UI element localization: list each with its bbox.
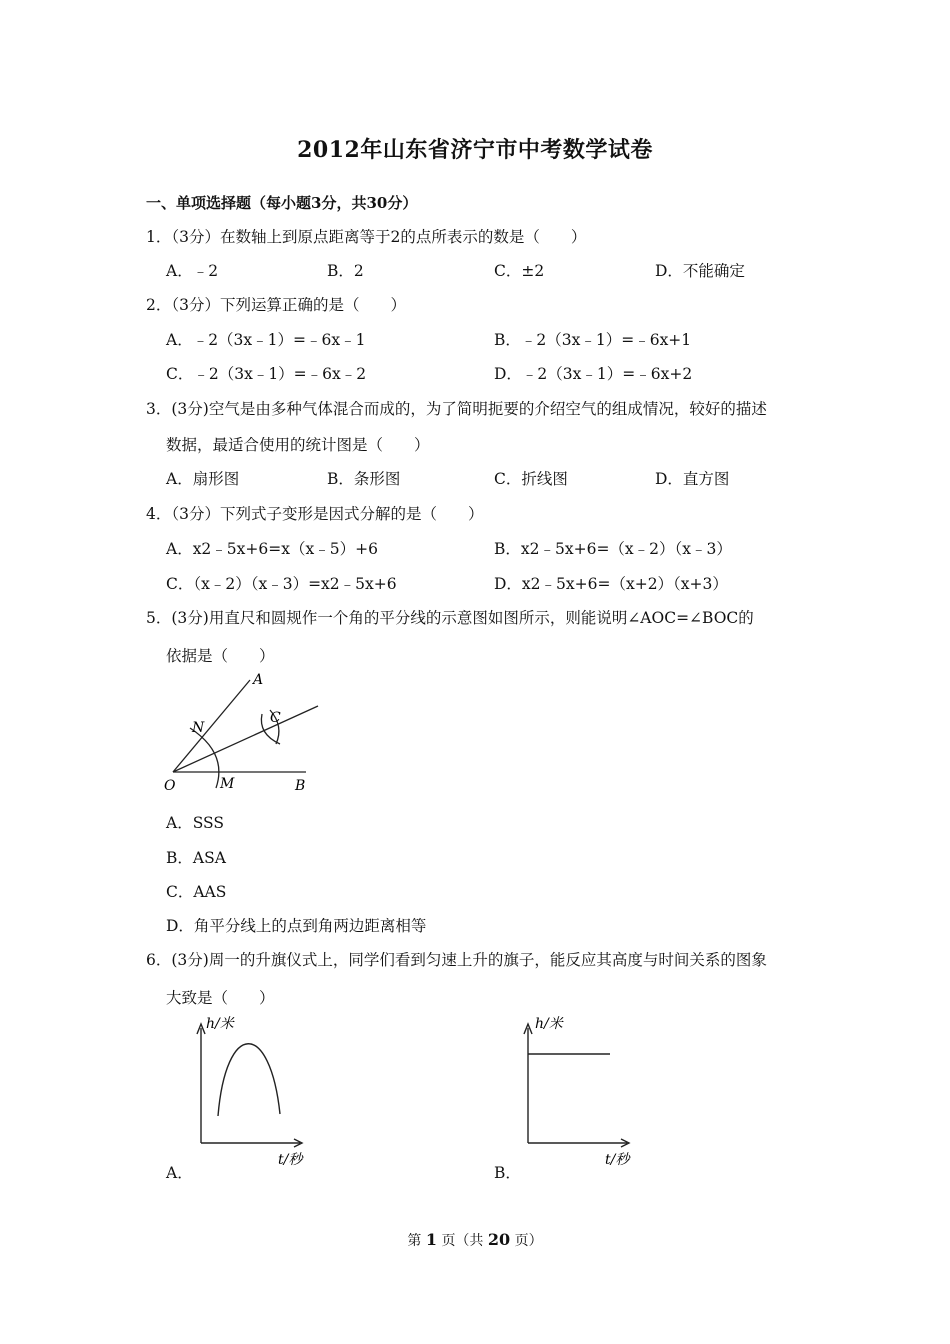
footer-suffix: 页） xyxy=(514,1233,543,1249)
question-3-stem-line2: 数据，最适合使用的统计图是（ ） xyxy=(166,436,430,454)
question-4-stem: 4．（3分）下列式子变形是因式分解的是（ ） xyxy=(146,505,484,523)
page-title: 2012年山东省济宁市中考数学试卷 xyxy=(297,137,653,163)
graph-a-x-label: t/秒 xyxy=(278,1152,303,1168)
label-m: M xyxy=(220,776,235,792)
question-1-option-d: D．不能确定 xyxy=(655,262,745,280)
question-6-option-b: B． xyxy=(494,1164,521,1182)
question-1-option-b: B．2 xyxy=(327,262,364,280)
question-5-option-b: B．ASA xyxy=(166,849,226,867)
graph-b-x-label: t/秒 xyxy=(605,1152,630,1168)
question-2-option-d: D．﹣2（3x﹣1）=﹣6x+2 xyxy=(494,365,693,383)
question-4-option-c: C．（x﹣2）（x﹣3）=x2﹣5x+6 xyxy=(166,575,397,593)
label-o: O xyxy=(164,778,176,794)
footer-page-number: 1 xyxy=(425,1230,437,1249)
ray-oc xyxy=(173,706,318,772)
question-3-option-a: A．扇形图 xyxy=(166,470,240,488)
question-1-option-c: C．±2 xyxy=(494,262,545,280)
question-3-option-b: B．条形图 xyxy=(327,470,401,488)
question-1-option-a: A．﹣2 xyxy=(166,262,219,280)
page-footer xyxy=(0,1230,950,1250)
graph-a xyxy=(188,1010,328,1170)
footer-total-pages: 20 xyxy=(487,1230,511,1249)
question-5-option-a: A．SSS xyxy=(166,814,225,832)
label-a: A xyxy=(253,672,264,688)
question-6-option-a: A． xyxy=(166,1164,193,1182)
question-2-option-c: C．﹣2（3x﹣1）=﹣6x﹣2 xyxy=(166,365,367,383)
footer-mid: 页（共 xyxy=(441,1233,484,1249)
question-3-option-c: C．折线图 xyxy=(494,470,568,488)
question-5-stem-line2: 依据是（ ） xyxy=(166,647,275,665)
question-5-option-d: D．角平分线上的点到角两边距离相等 xyxy=(166,917,427,935)
question-2-option-b: B．﹣2（3x﹣1）=﹣6x+1 xyxy=(494,331,692,349)
question-2-option-a: A．﹣2（3x﹣1）=﹣6x﹣1 xyxy=(166,331,366,349)
graph-b-y-label: h/米 xyxy=(535,1016,563,1032)
angle-bisector-figure xyxy=(158,668,328,798)
question-4-option-a: A．x2﹣5x+6=x（x﹣5）+6 xyxy=(166,540,378,558)
question-4-option-b: B．x2﹣5x+6=（x﹣2）（x﹣3） xyxy=(494,540,732,558)
ray-oa xyxy=(173,680,250,772)
question-3-stem-line1: 3．(3分)空气是由多种气体混合而成的，为了简明扼要的介绍空气的组成情况，较好的描述 xyxy=(146,400,767,418)
label-c: C xyxy=(270,710,281,726)
question-4-option-d: D．x2﹣5x+6=（x+2）（x+3） xyxy=(494,575,728,593)
question-2-stem: 2．（3分）下列运算正确的是（ ） xyxy=(146,296,406,314)
graph-b xyxy=(515,1010,655,1170)
question-6-stem-line2: 大致是（ ） xyxy=(166,989,275,1007)
footer-prefix: 第 xyxy=(407,1233,422,1249)
graph-a-curve xyxy=(218,1044,280,1116)
question-1-stem: 1．（3分）在数轴上到原点距离等于2的点所表示的数是（ ） xyxy=(146,228,587,246)
question-6-stem-line1: 6．(3分)周一的升旗仪式上，同学们看到匀速上升的旗子，能反应其高度与时间关系的图象 xyxy=(146,951,767,969)
question-5-stem-line1: 5．(3分)用直尺和圆规作一个角的平分线的示意图如图所示，则能说明∠AOC=∠BOC的 xyxy=(146,609,754,627)
label-b: B xyxy=(295,778,306,794)
section-heading: 一、单项选择题（每小题3分，共30分） xyxy=(146,194,418,212)
graph-a-y-label: h/米 xyxy=(206,1016,234,1032)
label-n: N xyxy=(192,720,205,736)
question-5-option-c: C．AAS xyxy=(166,883,227,901)
question-3-option-d: D．直方图 xyxy=(655,470,730,488)
